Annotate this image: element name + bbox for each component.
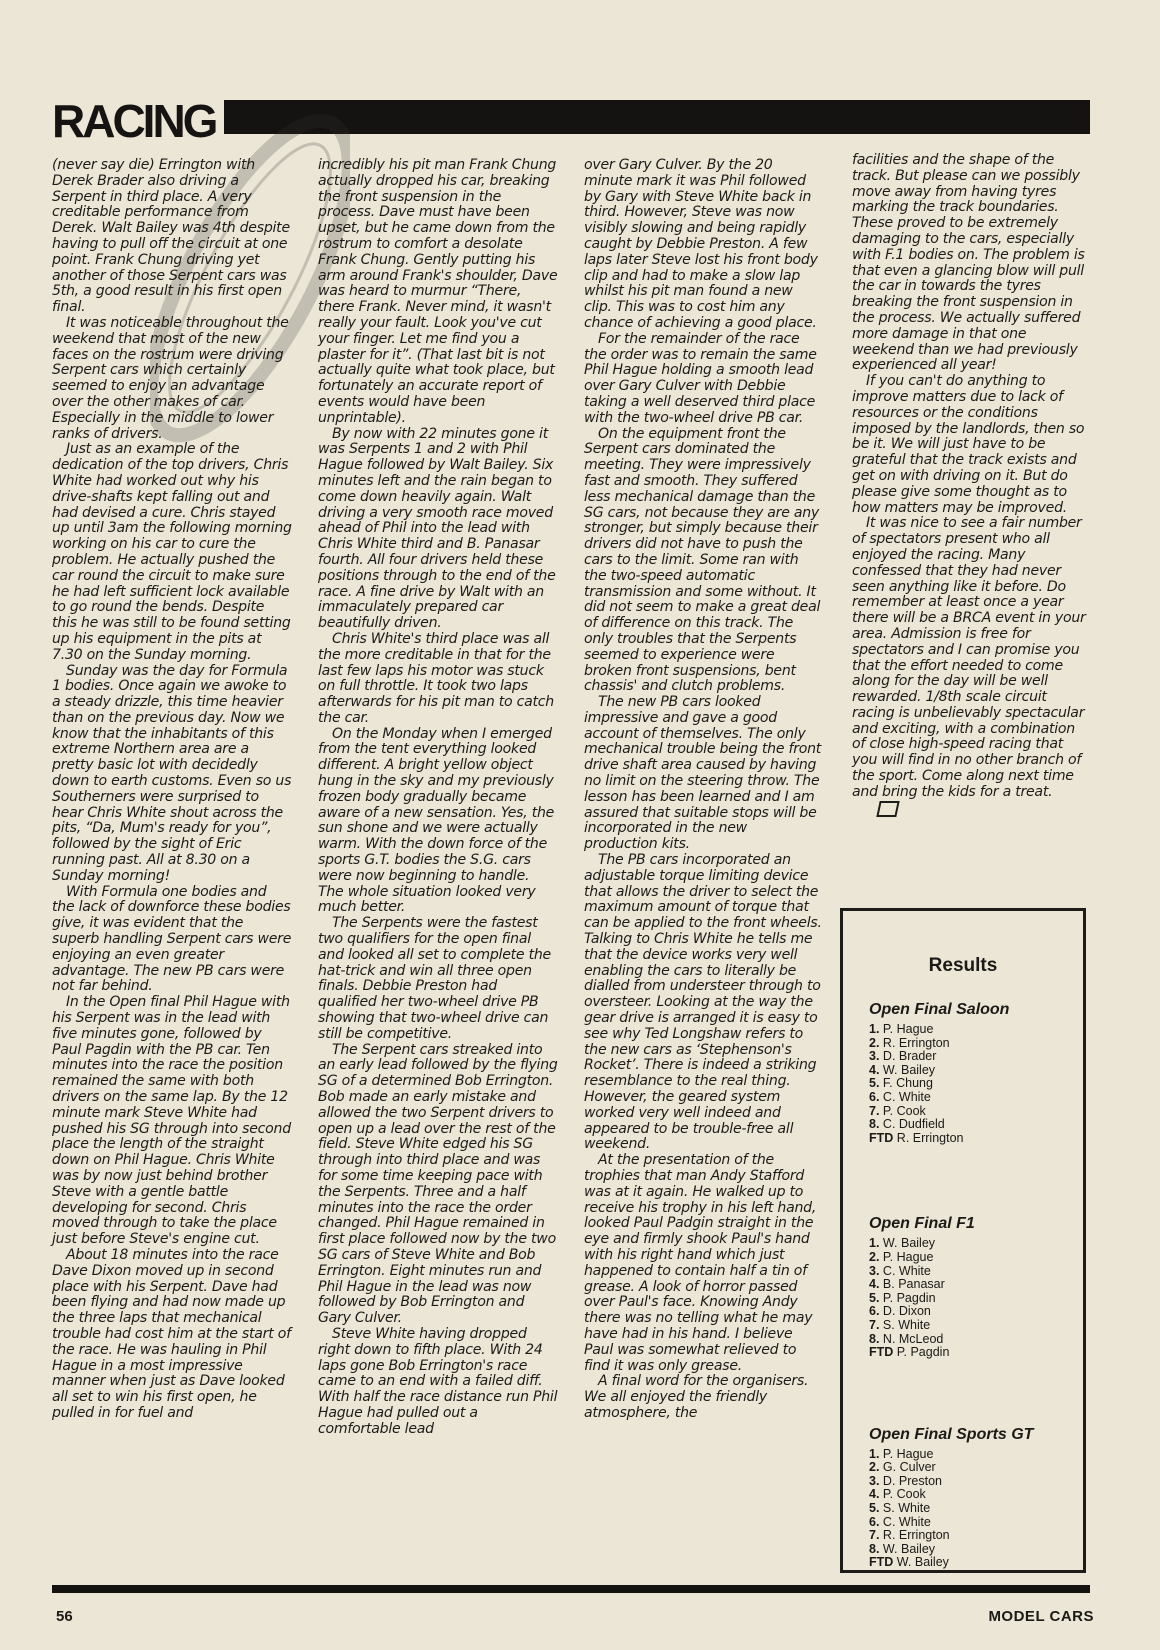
result-row — [869, 1023, 1083, 1037]
article-column-3 — [584, 158, 824, 1422]
paragraph-text: It was nice to see a fair number of spectators present who all enjoyed the racing. Many confessed that they had never seen anything like it before. Do remember at least once a year there will be a BRCA event in your area. Admission is free for spectators and I can promise you that the effort needed to come along for the day will be well rewarded. 1/8th scale circuit racing is unbelievably spectacular and exciting, with a combination of close high-speed racing that you will find in no other branch of the sport. Come along next time and bring the kids for a treat. — [852, 515, 1086, 800]
result-driver: P. Cook — [882, 1103, 926, 1118]
result-driver: F. Chung — [882, 1076, 933, 1091]
paragraph: Sunday was the day for Formula 1 bodies. Once again we awoke to a steady drizzle, this time heavier than on the previous day. Now we know that the inhabitants of this extreme Northern area are a pretty basic lot with decidedly down to earth customs. Even so us Southerners were surprised to hear Chris White shout across the pits, “Da, Mum's ready for you”, followed by the sight of Eric running past. All at 8.30 on a Sunday morning! — [52, 662, 292, 884]
section-header — [52, 95, 1090, 147]
result-row — [869, 1037, 1083, 1051]
result-row — [869, 1237, 1083, 1251]
results-group-saloon — [843, 1001, 1083, 1145]
paragraph: At the presentation of the trophies that man Andy Stafford was at it again. He walked up to receive his trophy in his left hand, looked Paul Padgin straight in the eye and firmly shook Paul's hand with his right hand which just happened to contain half a tin of grease. A look of horror passed over Paul's face. Knowing Andy there was no telling what he may have had in his hand. I believe Paul was somewhat relieved to find it was only grease. — [584, 1152, 817, 1374]
paragraph: On the equipment front the Serpent cars dominated the meeting. They were impressively fast and smooth. They suffered less mechanical damage than the SG cars, not because they are any stronger, but simply because their drivers did not have to push the cars to the limit. Some ran with the two-speed automatic transmission and some without. It did not seem to make a great deal of difference on this track. The only troubles that the Serpents seemed to experience were broken front suspensions, bent chassis' and clutch problems. — [584, 425, 821, 695]
result-row — [869, 1105, 1083, 1119]
result-driver: W. Bailey — [882, 1236, 936, 1251]
result-position: 2. — [869, 1460, 880, 1475]
result-position: 2. — [869, 1035, 880, 1050]
result-position: 6. — [869, 1514, 880, 1529]
result-driver: G. Culver — [882, 1460, 936, 1475]
result-row — [869, 1305, 1083, 1319]
result-position: 5. — [869, 1501, 880, 1516]
result-position: 6. — [869, 1089, 880, 1104]
result-position: 1. — [869, 1446, 880, 1461]
paragraph: Chris White's third place was all the more creditable in that for the last few laps his motor was stuck on full throttle. It took two laps afterwards for his pit man to catch the car. — [318, 630, 554, 726]
result-row — [869, 1251, 1083, 1265]
results-group-f1 — [843, 1215, 1083, 1359]
result-row — [869, 1516, 1083, 1530]
results-box — [840, 908, 1086, 1573]
result-row — [869, 1077, 1083, 1091]
result-position: 5. — [869, 1076, 880, 1091]
result-row — [869, 1475, 1083, 1489]
result-driver: R. Errington — [882, 1528, 950, 1543]
result-position: 8. — [869, 1331, 880, 1346]
paragraph: If you can't do anything to improve matters due to lack of resources or the conditions imposed by the landlords, then so be it. We will just have to be grateful that the track exists and get on with driving on it. But do please give some thought as to how matters may be improved. — [852, 373, 1085, 516]
result-position: 7. — [869, 1103, 880, 1118]
paragraph: incredibly his pit man Frank Chung actually dropped his car, breaking the front suspension in the process. Dave must have been upset, but he came down from the rostrum to comfort a desolate Frank Chung. Gently putting his arm around Frank's shoulder, Dave was heard to murmur “There, there Frank. Never mind, it wasn't really your fault. Look you've cut your finger. Let me find you a plaster for it”. (That last bit is not actually quite what took place, but fortunately an accurate report of events would have been unprintable). — [318, 157, 558, 426]
footer-rule-bar — [52, 1585, 1090, 1593]
result-position: 4. — [869, 1062, 880, 1077]
result-position: 4. — [869, 1277, 880, 1292]
result-position: 3. — [869, 1049, 880, 1064]
paragraph: Steve White having dropped right down to fifth place. With 24 laps gone Bob Errington's race came to an end with a failed diff. With half the race distance run Phil Hague had pulled out a comfortable lead — [318, 1325, 558, 1437]
result-driver: D. Preston — [882, 1473, 942, 1488]
result-driver: P. Cook — [882, 1487, 926, 1502]
result-driver: W. Bailey — [896, 1555, 949, 1570]
result-position: 7. — [869, 1528, 880, 1543]
result-driver: P. Pagdin — [896, 1345, 950, 1360]
paragraph — [852, 516, 1092, 817]
result-driver: D. Dixon — [882, 1304, 931, 1319]
magazine-name: MODEL CARS — [988, 1608, 1094, 1625]
result-driver: W. Bailey — [882, 1062, 936, 1077]
paragraph: The Serpent cars streaked into an early lead followed by the flying SG of a determined Bob Errington. Bob made an early mistake and allowed the two Serpent drivers to open up a lead over the rest of the field. Steve White edged his SG through into third place and was for some time keeping pace with the Serpents. Three and a half minutes into the race the order changed. Phil Hague remained in first place followed now by the two SG cars of Steve White and Bob Errington. Eight minutes run and Phil Hague in the lead was now followed by Bob Errington and Gary Culver. — [318, 1041, 558, 1327]
results-title: Results — [928, 955, 998, 976]
result-position: FTD — [869, 1555, 894, 1570]
result-row — [869, 1118, 1083, 1132]
result-driver: P. Hague — [882, 1249, 934, 1264]
result-driver: S. White — [882, 1317, 931, 1332]
result-position: 8. — [869, 1541, 880, 1556]
result-row — [869, 1064, 1083, 1078]
article-column-2 — [318, 158, 558, 1438]
paragraph: Just as an example of the dedication of the top drivers, Chris White had worked out why his drive-shafts kept falling out and had devised a cure. Chris stayed up until 3am the following morning working on his car to cure the problem. He actually pushed the car round the circuit to make sure he had left sufficient lock available to go round the bends. Despite this he was still to be found setting up his equipment in the pits at 7.30 on the Sunday morning. — [52, 441, 292, 663]
results-group-heading: Open Final Saloon — [869, 1001, 1010, 1018]
paragraph: On the Monday when I emerged from the tent everything looked different. A bright yellow object hung in the sky and my previously frozen body gradually became aware of a new sensation. Yes, the sun shone and we were actually warm. With the down force of the sports G.T. bodies the S.G. cars were now beginning to handle. The whole situation looked very much better. — [318, 725, 555, 916]
paragraph: facilities and the shape of the track. But please can we possibly move away from having tyres marking the track boundaries. These proved to be extremely damaging to the cars, especially with F.1 bodies on. The problem is that even a glancing blow will pull the car in towards the tyres breaking the front suspension in the process. We actually suffered more damage in that one weekend than we had previously experienced all year! — [852, 152, 1085, 374]
page-number: 56 — [56, 1608, 73, 1625]
result-row — [869, 1091, 1083, 1105]
paragraph: The new PB cars looked impressive and gave a good account of themselves. The only mechanical trouble being the front drive shaft area caused by having no limit on the steering throw. The lesson has been learned and I am assured that suitable stops will be incorporated in the new production kits. — [584, 694, 822, 853]
paragraph: About 18 minutes into the race Dave Dixon moved up in second place with his Serpent. Dave had been flying and had now made up the three laps that mechanical trouble had cost him at the start of the race. He was hauling in Phil Hague in a most impressive manner when just as Dave looked all set to win his first open, he pulled in for fuel and — [52, 1246, 291, 1421]
article-column-1 — [52, 158, 292, 1422]
result-driver: C. Dudfield — [882, 1117, 945, 1132]
result-driver: B. Panasar — [882, 1277, 945, 1292]
result-row — [869, 1333, 1083, 1347]
result-row — [869, 1050, 1083, 1064]
result-driver: C. White — [882, 1263, 931, 1278]
section-title: RACING — [52, 95, 216, 147]
result-row — [869, 1278, 1083, 1292]
result-position: 1. — [869, 1236, 880, 1251]
result-position: 3. — [869, 1263, 880, 1278]
paragraph: In the Open final Phil Hague with his Serpent was in the lead with five minutes gone, followed by Paul Pagdin with the PB car. Ten minutes into the race the position remained the same with both drivers on the same lap. By the 12 minute mark Steve White had pushed his SG through into second place the length of the straight down on Phil Hague. Chris White was by now just behind brother Steve with a gentle battle developing for second. Chris moved through to take the place just before Steve's engine cut. — [52, 994, 291, 1248]
result-position: 2. — [869, 1249, 880, 1264]
results-group-sports-gt — [843, 1426, 1083, 1570]
result-position: FTD — [869, 1345, 894, 1360]
result-driver: W. Bailey — [882, 1541, 936, 1556]
result-row — [869, 1292, 1083, 1306]
result-driver: R. Errington — [882, 1035, 950, 1050]
result-row — [869, 1448, 1083, 1462]
result-driver: P. Pagdin — [882, 1290, 936, 1305]
result-position: 5. — [869, 1290, 880, 1305]
paragraph: It was noticeable throughout the weekend that most of the new faces on the rostrum were driving Serpent cars which certainly seemed to enjoy an advantage over the other makes of car. Especially in the middle to lower ranks of drivers. — [52, 314, 289, 442]
result-row — [869, 1556, 1083, 1570]
end-of-article-mark-icon — [876, 801, 899, 817]
header-rule-bar — [224, 100, 1090, 134]
result-driver: C. White — [882, 1514, 931, 1529]
result-position: 3. — [869, 1473, 880, 1488]
result-driver: P. Hague — [882, 1022, 934, 1036]
article-column-4 — [852, 153, 1092, 817]
result-driver: N. McLeod — [882, 1331, 944, 1346]
result-position: 7. — [869, 1317, 880, 1332]
result-position: 6. — [869, 1304, 880, 1319]
paragraph: A final word for the organisers. We all enjoyed the friendly atmosphere, the — [584, 1373, 809, 1421]
paragraph: (never say die) Errington with Derek Brader also driving a Serpent in third place. A very creditable performance from Derek. Walt Bailey was 4th despite having to pull off the circuit at one point. Frank Chung driving yet another of those Serpent cars was 5th, a good result in his first open final. — [52, 157, 290, 316]
result-driver: D. Brader — [882, 1049, 937, 1064]
result-row — [869, 1529, 1083, 1543]
result-row — [869, 1502, 1083, 1516]
paragraph: The PB cars incorporated an adjustable torque limiting device that allows the driver to select the maximum amount of torque that can be applied to the front wheels. Talking to Chris White he tells me that the device works very well enabling the cars to literally be dialled from understeer through to oversteer. Looking at the way the gear drive is arranged it is easy to see why Ted Longshaw refers to the new cars as ‘Stephenson's Rocket’. There is indeed a striking resemblance to the real thing. However, the geared system worked very well indeed and appeared to be trouble-free all weekend. — [584, 852, 822, 1153]
result-row — [869, 1543, 1083, 1557]
result-position: 1. — [869, 1022, 880, 1036]
result-row — [869, 1346, 1083, 1360]
result-position: 8. — [869, 1117, 880, 1132]
result-driver: P. Hague — [882, 1446, 934, 1461]
result-row — [869, 1265, 1083, 1279]
paragraph: By now with 22 minutes gone it was Serpents 1 and 2 with Phil Hague followed by Walt Bailey. Six minutes left and the rain began to come down heavily again. Walt driving a very smooth race moved ahead of Phil into the lead with Chris White third and B. Panasar fourth. All four drivers held these positions through to the end of the race. A fine drive by Walt with an immaculately prepared car beautifully driven. — [318, 425, 556, 632]
result-position: 4. — [869, 1487, 880, 1502]
result-row — [869, 1319, 1083, 1333]
result-position: FTD — [869, 1130, 894, 1145]
paragraph: The Serpents were the fastest two qualifiers for the open final and looked all set to complete the hat-trick and win all three open finals. Debbie Preston had qualified her two-wheel drive PB showing that two-wheel drive can still be competitive. — [318, 915, 551, 1042]
result-driver: R. Errington — [896, 1130, 964, 1145]
result-driver: S. White — [882, 1501, 931, 1516]
results-group-heading: Open Final Sports GT — [869, 1425, 1034, 1443]
results-group-heading: Open Final F1 — [869, 1215, 975, 1233]
paragraph: For the remainder of the race the order was to remain the same Phil Hague holding a smooth lead over Gary Culver with Debbie taking a well deserved third place with the two-wheel drive PB car. — [584, 330, 817, 426]
paragraph: With Formula one bodies and the lack of downforce these bodies give, it was evident that the superb handling Serpent cars were enjoying an even greater advantage. The new PB cars were not far behind. — [52, 883, 292, 995]
result-row — [869, 1132, 1083, 1146]
result-row — [869, 1488, 1083, 1502]
result-driver: C. White — [882, 1089, 931, 1104]
paragraph: over Gary Culver. By the 20 minute mark it was Phil followed by Gary with Steve White back in third. However, Steve was now visibly slowing and being rapidly caught by Debbie Preston. A few laps later Steve lost his front body clip and had to make a slow lap whilst his pit man found a new clip. This was to cost him any chance of achieving a good place. — [584, 157, 818, 331]
result-row — [869, 1461, 1083, 1475]
